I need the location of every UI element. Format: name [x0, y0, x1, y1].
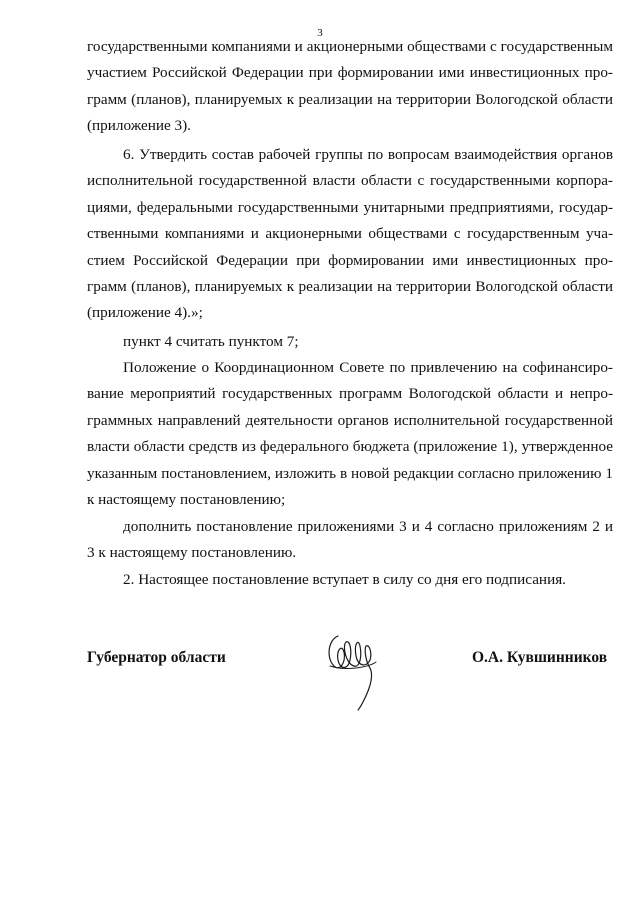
text-line: к настоящему постановлению; [87, 491, 286, 509]
paragraph-intro [87, 34, 613, 140]
paragraph-item-6 [87, 142, 613, 327]
text-line: участием Российской Федерации при формировании ими инвестиционных про- [87, 64, 613, 82]
handwritten-signature [316, 622, 386, 712]
page-number: 3 [317, 27, 323, 39]
text-line: грамм (планов), планируемых к реализации на территории Вологодской области [87, 90, 613, 108]
signatory-position: Губернатор области [87, 649, 226, 666]
text-line: 6. Утвердить состав рабочей группы по вопросам взаимодействия органов [123, 146, 613, 163]
text-line: вание мероприятий государственных программ Вологодской области и непро- [87, 385, 613, 403]
text-line: (приложение 4).»; [87, 304, 203, 322]
paragraph-polozhenie [87, 355, 613, 513]
text-line: (приложение 3). [87, 117, 191, 135]
text-line: циями, федеральными государственными унитарными предприятиями, государ- [87, 198, 613, 216]
paragraph-item-2 [87, 567, 613, 593]
paragraph-dopolnit [87, 514, 613, 567]
text-line: ственными компаниями и акционерными обществами с государственным уча- [87, 225, 613, 243]
text-line: стием Российской Федерации при формировании ими инвестиционных про- [87, 251, 613, 269]
text-line: граммных направлений деятельности органов исполнительной государственной [87, 411, 613, 429]
text-line: указанным постановлением, изложить в новой редакции согласно приложению 1 [87, 464, 613, 482]
text-line: 2. Настоящее постановление вступает в силу со дня его подписания. [123, 571, 566, 588]
text-line: государственными компаниями и акционерными обществами с государственным [87, 38, 613, 55]
signatory-name: О.А. Кувшинников [472, 649, 608, 666]
text-line: грамм (планов), планируемых к реализации на территории Вологодской области [87, 278, 613, 296]
text-line: дополнить постановление приложениями 3 и 4 согласно приложениям 2 и [123, 518, 613, 535]
paragraph-punkt [87, 329, 613, 355]
text-line: пункт 4 считать пунктом 7; [123, 333, 299, 350]
text-line: 3 к настоящему постановлению. [87, 544, 297, 562]
text-line: Положение о Координационном Совете по привлечению на софинансиро- [123, 359, 613, 376]
text-line: власти области средств из федерального бюджета (приложение 1), утвержденное [87, 438, 613, 456]
text-line: исполнительной государственной власти области с государственными корпора- [87, 172, 613, 190]
